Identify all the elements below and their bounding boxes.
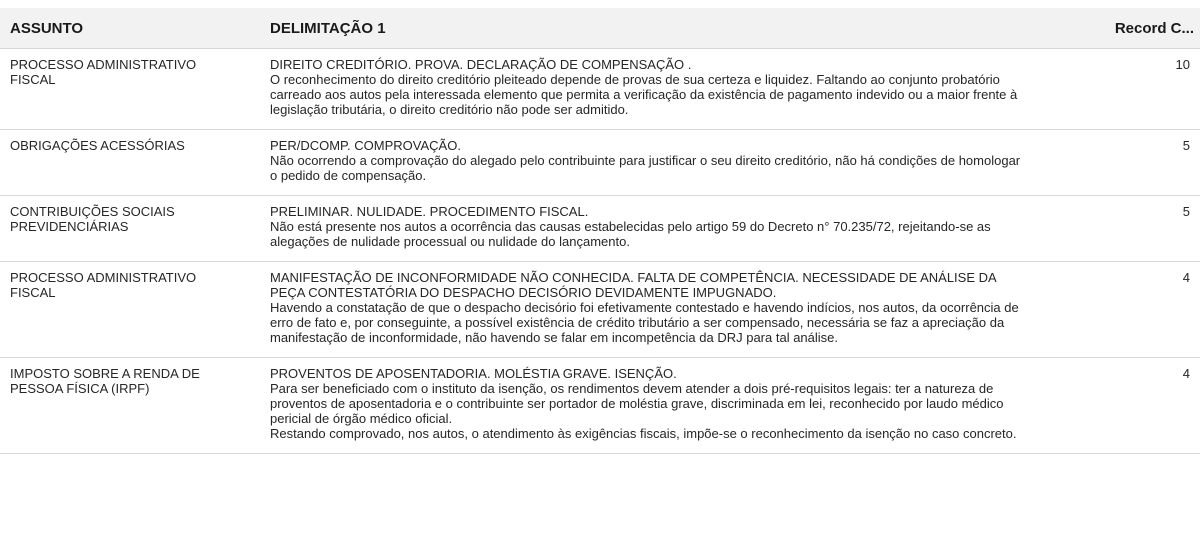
- delimitacao-title: PER/DCOMP. COMPROVAÇÃO.: [270, 138, 461, 153]
- cell-assunto: IMPOSTO SOBRE A RENDA DE PESSOA FÍSICA (IRPF): [10, 366, 200, 396]
- column-header-assunto[interactable]: ASSUNTO: [10, 19, 84, 37]
- column-header-record-count[interactable]: Record C...: [1114, 19, 1194, 37]
- delimitacao-title: DIREITO CREDITÓRIO. PROVA. DECLARAÇÃO DE COMPENSAÇÃO .: [270, 57, 692, 72]
- cell-delimitacao: [260, 366, 1060, 441]
- cell-record-count: 10: [1175, 57, 1190, 72]
- table-header-row: [0, 8, 1200, 49]
- cell-delimitacao: [260, 204, 1060, 249]
- delimitacao-body: Para ser beneficiado com o instituto da isenção, os rendimentos devem atender a dois pré-requisitos legais: ter a natureza de proventos de aposentadoria e o contribuinte ser portador de moléstia grave, discriminada em lei, reconhecido por laudo médico pericial de órgão médico oficial.: [270, 381, 1004, 426]
- cell-record-count: 5: [1182, 204, 1190, 219]
- table-row[interactable]: [0, 262, 1200, 358]
- results-table: [0, 8, 1200, 548]
- cell-delimitacao: [260, 57, 1060, 117]
- column-header-delimitacao[interactable]: DELIMITAÇÃO 1: [270, 19, 386, 37]
- table-row[interactable]: [0, 130, 1200, 196]
- delimitacao-body: Não está presente nos autos a ocorrência das causas estabelecidas pelo artigo 59 do Decreto n° 70.235/72, rejeitando-se as alegações de nulidade processual ou nulidade do lançamento.: [270, 219, 991, 249]
- table-row[interactable]: [0, 358, 1200, 454]
- delimitacao-title: PRELIMINAR. NULIDADE. PROCEDIMENTO FISCAL.: [270, 204, 589, 219]
- delimitacao-title: PROVENTOS DE APOSENTADORIA. MOLÉSTIA GRAVE. ISENÇÃO.: [270, 366, 677, 381]
- delimitacao-body: Havendo a constatação de que o despacho decisório foi efetivamente contestado e havendo indícios, nos autos, da ocorrência de erro de fato e, por conseguinte, a possível existência de crédito tributário a ser compensado, necessária se faz a apreciação da manifestação de inconformidade, não havendo se falar em incompetência da DRJ para tal análise.: [270, 300, 1019, 345]
- delimitacao-body: Não ocorrendo a comprovação do alegado pelo contribuinte para justificar o seu direito creditório, não há condições de homologar o pedido de compensação.: [270, 153, 1021, 183]
- delimitacao-body: O reconhecimento do direito creditório pleiteado depende de provas de sua certeza e liquidez. Faltando ao conjunto probatório carreado aos autos pela interessada elemento que permita a verificação da existência de pagamento indevido ou a maior frente à legislação tributária, o direito creditório não pode ser admitido.: [270, 72, 1018, 117]
- cell-delimitacao: [260, 138, 1060, 183]
- cell-assunto: OBRIGAÇÕES ACESSÓRIAS: [10, 138, 185, 153]
- cell-assunto: PROCESSO ADMINISTRATIVO FISCAL: [10, 270, 197, 300]
- cell-record-count: 4: [1182, 366, 1190, 381]
- cell-record-count: 4: [1182, 270, 1190, 285]
- delimitacao-extra: Restando comprovado, nos autos, o atendimento às exigências fiscais, impõe-se o reconhecimento da isenção no caso concreto.: [270, 426, 1017, 441]
- table-row[interactable]: [0, 49, 1200, 130]
- cell-assunto: CONTRIBUIÇÕES SOCIAIS PREVIDENCIÁRIAS: [10, 204, 175, 234]
- table-row[interactable]: [0, 196, 1200, 262]
- cell-delimitacao: [260, 270, 1060, 345]
- cell-assunto: PROCESSO ADMINISTRATIVO FISCAL: [10, 57, 197, 87]
- delimitacao-title: MANIFESTAÇÃO DE INCONFORMIDADE NÃO CONHECIDA. FALTA DE COMPETÊNCIA. NECESSIDADE DE ANÁLISE DA PEÇA CONTESTATÓRIA DO DESPACHO DECISÓRIO DEVIDAMENTE IMPUGNADO.: [270, 270, 996, 300]
- cell-record-count: 5: [1182, 138, 1190, 153]
